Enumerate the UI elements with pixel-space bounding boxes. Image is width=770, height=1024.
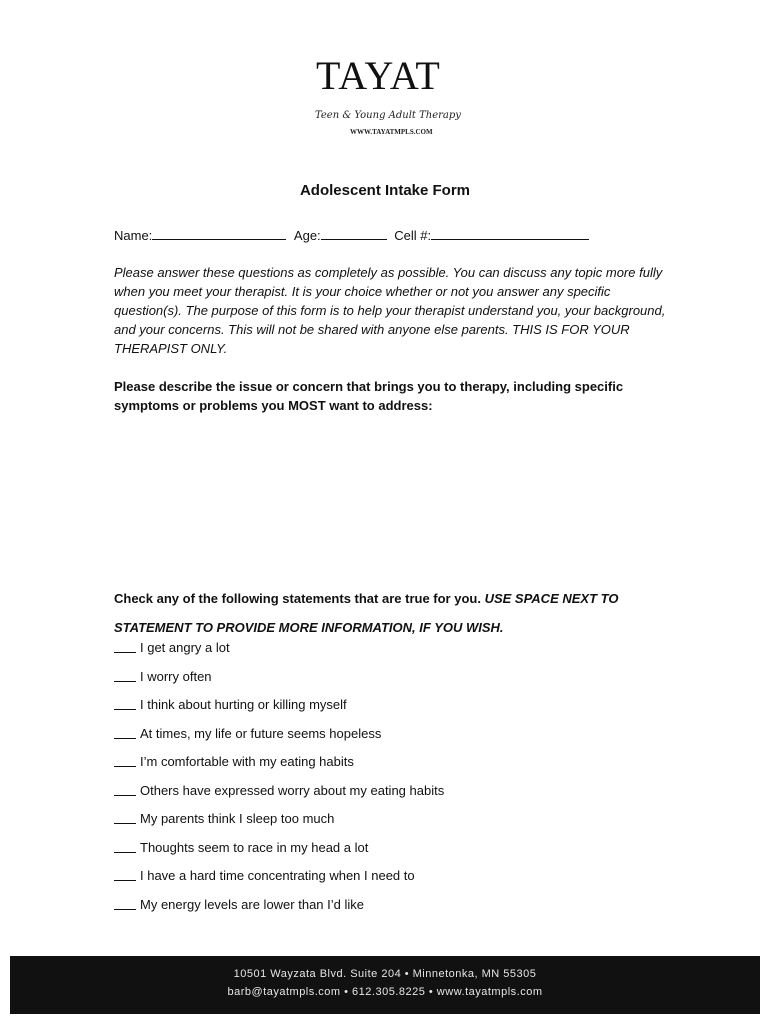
statement-check-blank[interactable] bbox=[114, 811, 136, 824]
statement-check-blank[interactable] bbox=[114, 754, 136, 767]
intro-paragraph: Please answer these questions as completely as possible. You can discuss any topic more fully when you meet your therapist. It is your choice whether or not you answer any specific question(s). The purpose of this form is to help your therapist understand you, your background, and your concerns. This will not be shared with anyone else parents. THIS IS FOR YOUR THERAPIST ONLY. bbox=[114, 265, 666, 356]
statement-text: Thoughts seem to race in my head a lot bbox=[140, 839, 369, 855]
statement-check-blank[interactable] bbox=[114, 697, 136, 710]
checklist-heading bbox=[114, 584, 684, 642]
age-field[interactable] bbox=[321, 227, 387, 240]
statement-item bbox=[114, 669, 444, 698]
age-label: Age: bbox=[293, 228, 321, 243]
statement-item bbox=[114, 868, 444, 897]
statement-item bbox=[114, 840, 444, 869]
statement-check-blank[interactable] bbox=[114, 726, 136, 739]
statement-check-blank[interactable] bbox=[114, 840, 136, 853]
footer-address: 10501 Wayzata Blvd. Suite 204 • Minnetonka, MN 55305 bbox=[233, 968, 537, 980]
footer-contact: barb@tayatmpls.com • 612.305.8225 • www.tayatmpls.com bbox=[227, 986, 543, 998]
logo-url: WWW.TAYATMPLS.COM bbox=[350, 128, 433, 136]
logo bbox=[300, 38, 470, 140]
footer-bar bbox=[10, 956, 760, 1014]
statement-text: I get angry a lot bbox=[140, 640, 230, 655]
logo-wordmark: TAYAT bbox=[316, 53, 441, 98]
personal-fields bbox=[114, 227, 589, 243]
statement-text: My parents think I sleep too much bbox=[140, 811, 335, 826]
statement-item bbox=[114, 640, 444, 669]
concern-prompt: Please describe the issue or concern that brings you to therapy, including specific symptoms or problems you MOST want to address: bbox=[114, 379, 624, 413]
statement-text: I have a hard time concentrating when I need to bbox=[140, 868, 415, 883]
statement-check-blank[interactable] bbox=[114, 868, 136, 881]
statement-item bbox=[114, 697, 444, 726]
statement-text: At times, my life or future seems hopeless bbox=[140, 725, 382, 741]
statement-item bbox=[114, 783, 444, 812]
concern-answer-area[interactable] bbox=[114, 420, 674, 570]
checklist-heading-bold: Check any of the following statements that are true for you. bbox=[114, 591, 481, 606]
statement-check-blank[interactable] bbox=[114, 783, 136, 796]
checklist-heading-italic: USE SPACE NEXT TO STATEMENT TO PROVIDE MORE INFORMATION, IF YOU WISH. bbox=[114, 591, 619, 635]
statement-check-blank[interactable] bbox=[114, 897, 136, 910]
cell-field[interactable] bbox=[431, 227, 589, 240]
statement-item bbox=[114, 811, 444, 840]
statement-check-blank[interactable] bbox=[114, 669, 136, 682]
statement-item bbox=[114, 754, 444, 783]
statement-check-blank[interactable] bbox=[114, 640, 136, 653]
statement-text: I think about hurting or killing myself bbox=[140, 697, 347, 712]
cell-label: Cell #: bbox=[394, 228, 432, 243]
statement-text: I’m comfortable with my eating habits bbox=[140, 754, 354, 769]
statement-text: My energy levels are lower than I’d like bbox=[140, 896, 364, 912]
statement-item bbox=[114, 726, 444, 755]
statement-text: Others have expressed worry about my eating habits bbox=[140, 782, 445, 798]
statement-item bbox=[114, 897, 444, 926]
name-field[interactable] bbox=[152, 227, 286, 240]
name-label: Name: bbox=[114, 228, 153, 243]
logo-tagline: Teen & Young Adult Therapy bbox=[315, 110, 461, 121]
statement-text: I worry often bbox=[140, 668, 212, 684]
form-title: Adolescent Intake Form bbox=[299, 182, 471, 199]
statement-list bbox=[114, 640, 444, 925]
